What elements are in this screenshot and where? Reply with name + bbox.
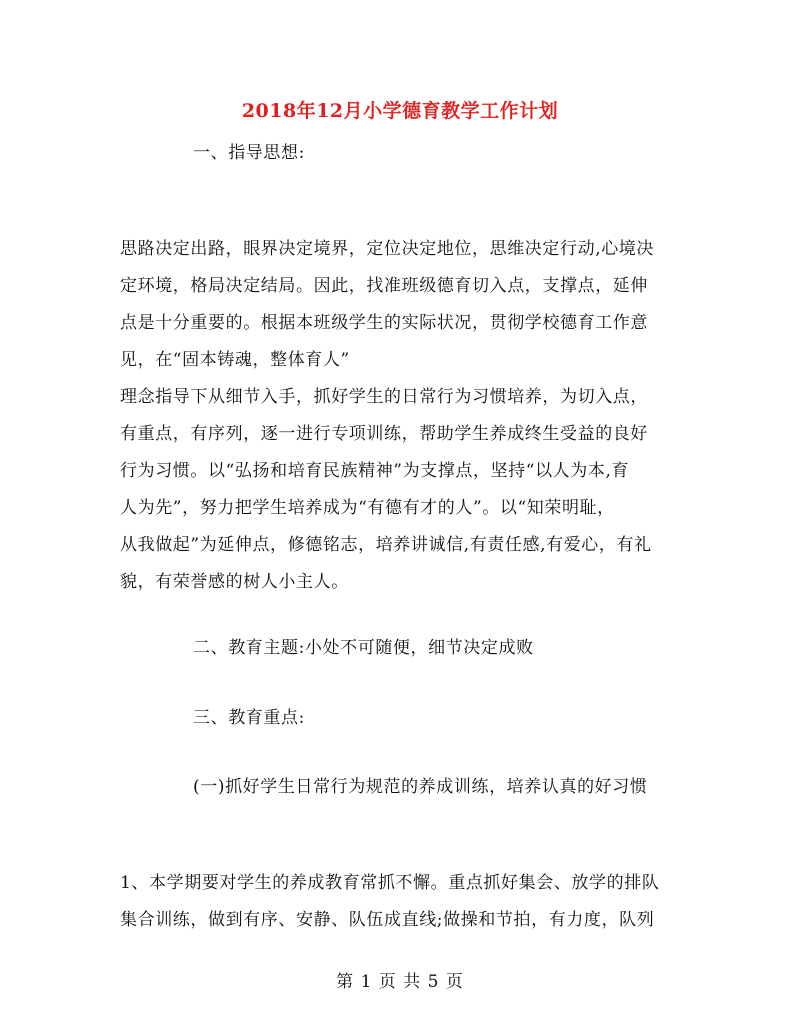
subsection-heading: (一)抓好学生日常行为规范的养成训练，培养认真的好习惯	[193, 777, 648, 797]
paragraph-line: 1、本学期要对学生的养成教育常抓不懈。重点抓好集会、放学的排队	[120, 873, 660, 893]
paragraph-line: 有重点，有序列，逐一进行专项训练，帮助学生养成终生受益的良好	[120, 424, 648, 444]
paragraph-line: 思路决定出路，眼界决定境界，定位决定地位，思维决定行动,心境决	[120, 239, 655, 259]
paragraph-line: 行为习惯。以“弘扬和培育民族精神”为支撑点，坚持“以人为本,育	[120, 461, 630, 481]
paragraph-line: 人为先”，努力把学生培养成为“有德有才的人”。以“知荣明耻，	[120, 498, 615, 518]
paragraph-line: 貌，有荣誉感的树人小主人。	[120, 572, 349, 592]
section-heading-guiding-thought: 一、指导思想:	[193, 143, 305, 163]
paragraph-line: 理念指导下从细节入手，抓好学生的日常行为习惯培养，为切入点，	[120, 387, 648, 407]
section-heading-education-theme: 二、教育主题:小处不可随便，细节决定成败	[193, 638, 534, 658]
paragraph-line: 点是十分重要的。根据本班级学生的实际状况，贯彻学校德育工作意	[120, 313, 648, 333]
document-title: 2018年12月小学德育教学工作计划	[241, 100, 559, 122]
page-number-footer: 第 1 页 共 5 页	[336, 972, 464, 992]
paragraph-line: 见，在“固本铸魂，整体育人”	[120, 350, 350, 370]
paragraph-line: 从我做起”为延伸点，修德铭志，培养讲诚信,有责任感,有爱心，有礼	[120, 535, 652, 555]
paragraph-line: 集合训练，做到有序、安静、队伍成直线;做操和节拍，有力度，队列	[120, 910, 655, 930]
paragraph-line: 定环境，格局决定结局。因此，找准班级德育切入点，支撑点，延伸	[120, 276, 648, 296]
section-heading-education-focus: 三、教育重点:	[193, 708, 305, 728]
